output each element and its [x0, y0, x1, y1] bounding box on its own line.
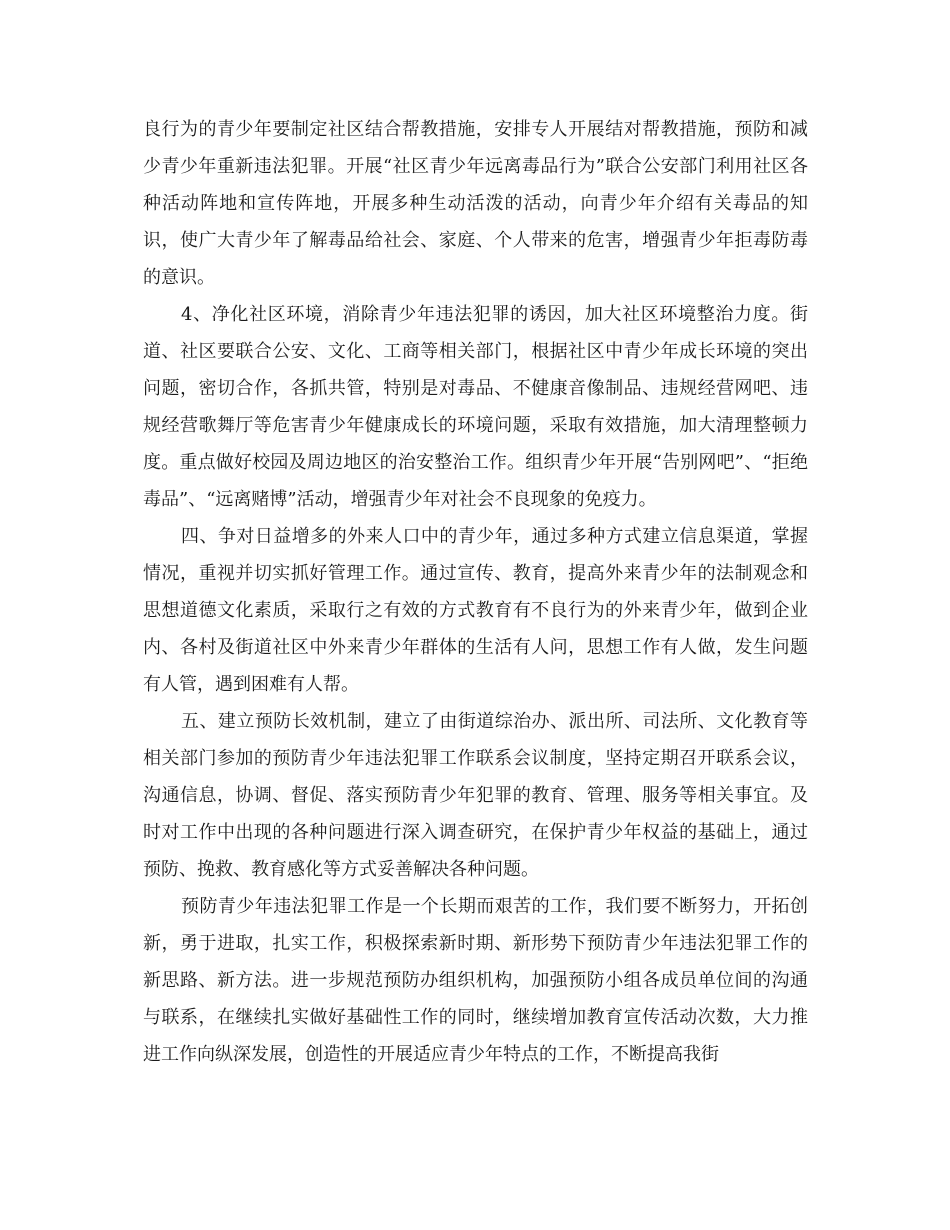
- paragraph-5: 预防青少年违法犯罪工作是一个长期而艰苦的工作，我们要不断努力，开拓创新，勇于进取，扎实工作，积极探索新时期、新形势下预防青少年违法犯罪工作的新思路、新方法。进一步规范预防办组织机构，加强预防小组各成员单位间的沟通与联系，在继续扎实做好基础性工作的同时，继续增加教育宣传活动次数，大力推进工作向纵深发展，创造性的开展适应青少年特点的工作，不断提高我街: [143, 896, 808, 1065]
- paragraph-1: 良行为的青少年要制定社区结合帮教措施，安排专人开展结对帮教措施，预防和减少青少年重新违法犯罪。开展“社区青少年远离毒品行为”联合公安部门利用社区各种活动阵地和宣传阵地，开展多种生动活泼的活动，向青少年介绍有关毒品的知识，使广大青少年了解毒品给社会、家庭、个人带来的危害，增强青少年拒毒防毒的意识。: [143, 119, 808, 288]
- paragraph-3: 四、争对日益增多的外来人口中的青少年，通过多种方式建立信息渠道，掌握情况，重视并切实抓好管理工作。通过宣传、教育，提高外来青少年的法制观念和思想道德文化素质，采取行之有效的方式教育有不良行为的外来青少年，做到企业内、各村及街道社区中外来青少年群体的生活有人问，思想工作有人做，发生问题有人管，遇到困难有人帮。: [143, 526, 808, 695]
- paragraph-4: 五、建立预防长效机制，建立了由街道综治办、派出所、司法所、文化教育等相关部门参加的预防青少年违法犯罪工作联系会议制度，坚持定期召开联系会议，沟通信息，协调、督促、落实预防青少年犯罪的教育、管理、服务等相关事宜。及时对工作中出现的各种问题进行深入调查研究，在保护青少年权益的基础上，通过预防、挽救、教育感化等方式妥善解决各种问题。: [143, 711, 808, 880]
- paragraph-2: 4、净化社区环境，消除青少年违法犯罪的诱因，加大社区环境整治力度。街道、社区要联合公安、文化、工商等相关部门，根据社区中青少年成长环境的突出问题，密切合作，各抓共管，特别是对毒品、不健康音像制品、违规经营网吧、违规经营歌舞厅等危害青少年健康成长的环境问题，采取有效措施，加大清理整顿力度。重点做好校园及周边地区的治安整治工作。组织青少年开展“告别网吧”、“拒绝毒品”、“远离赌博”活动，增强青少年对社会不良现象的免疫力。: [143, 304, 808, 510]
- document-body: [143, 111, 808, 1073]
